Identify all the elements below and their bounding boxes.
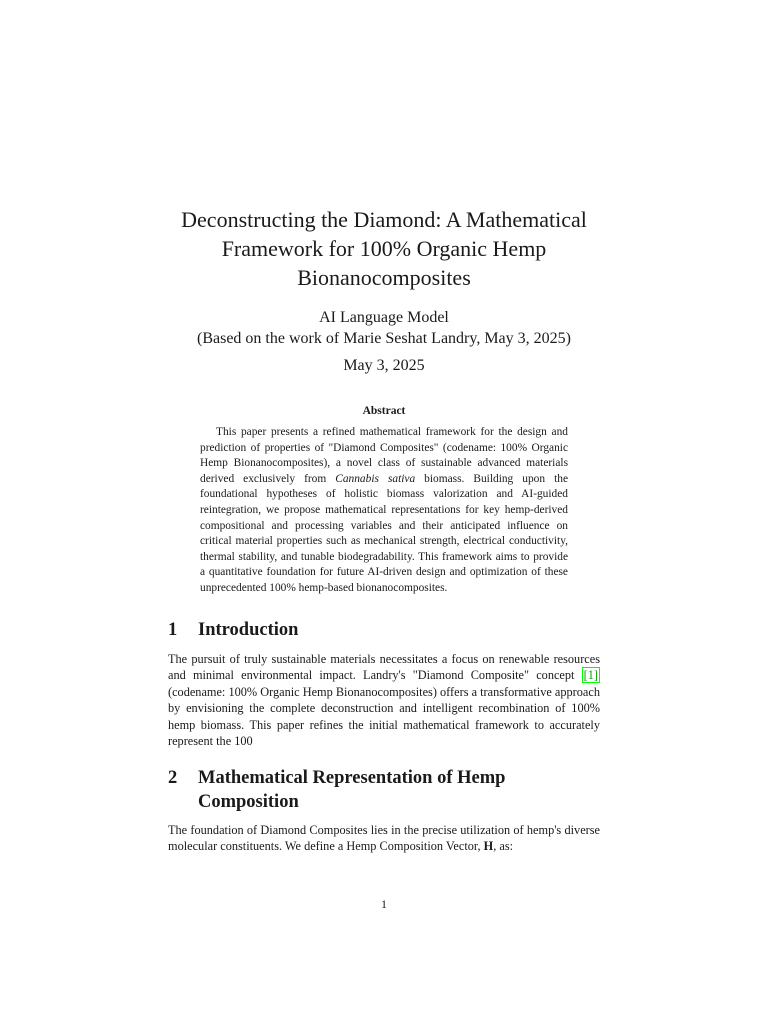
title-line-3: Bionanocomposites [297, 265, 471, 290]
paper-date: May 3, 2025 [343, 357, 425, 374]
section-heading-1 [168, 618, 600, 642]
title-line-2: Framework for 100% Organic Hemp [221, 236, 547, 261]
section-number: 2 [168, 768, 178, 788]
para-part-1: The pursuit of truly sustainable materials necessitates a focus on renewable resources and minimal environmental impact. Landry's "Diamond Composite" concept [168, 652, 600, 683]
author-block [140, 307, 628, 349]
section-2-paragraph [168, 822, 600, 855]
abstract-text [200, 425, 568, 597]
citation-link[interactable]: [1] [583, 668, 598, 683]
vector-symbol: H [483, 839, 494, 854]
section-heading-2 [168, 766, 600, 814]
section-title: Introduction [198, 620, 299, 640]
abstract-italic-species: Cannabis sativa [335, 472, 416, 485]
author-name: AI Language Model [319, 309, 449, 326]
section-title: Mathematical Representation of Hemp Composition [198, 768, 506, 812]
section-number: 1 [168, 620, 178, 640]
abstract-part-2: biomass. Building upon the foundational hypotheses of holistic biomass valorization and AI-guided reintegration, we propose mathematical representations for key hemp-derived compositional and processing variables and their anticipated influence on critical material properties such as mechanical strength, electrical conductivity, thermal stability, and tunable biodegradability. This framework aims to provide a quantitative foundation for future AI-driven design and optimization of these unprecedented 100% hemp-based bionanocomposites. [200, 472, 568, 594]
section-1-paragraph [168, 651, 600, 749]
para-part-2: (codename: 100% Organic Hemp Bionanocomposites) offers a transformative approach by envisioning the complete deconstruction and intelligent recombination of 100% hemp biomass. This paper refines the initial mathematical framework to accurately represent the 100 [168, 684, 600, 749]
para-part-2: , as: [493, 839, 514, 854]
para-part-1: The foundation of Diamond Composites lies in the precise utilization of hemp's diverse molecular constituents. We define a Hemp Composition Vector, [168, 823, 600, 854]
author-note: (Based on the work of Marie Seshat Landry, May 3, 2025) [197, 330, 571, 347]
title-line-1: Deconstructing the Diamond: A Mathematical [181, 207, 587, 232]
page-number: 1 [381, 897, 387, 911]
abstract-heading: Abstract [362, 405, 406, 417]
paper-title [140, 205, 628, 292]
abstract-part-1: This paper presents a refined mathematical framework for the design and prediction of properties of "Diamond Composites" (codename: 100% Organic Hemp Bionanocomposites), a novel class of sustainable advanced materials derived exclusively from [200, 426, 568, 485]
